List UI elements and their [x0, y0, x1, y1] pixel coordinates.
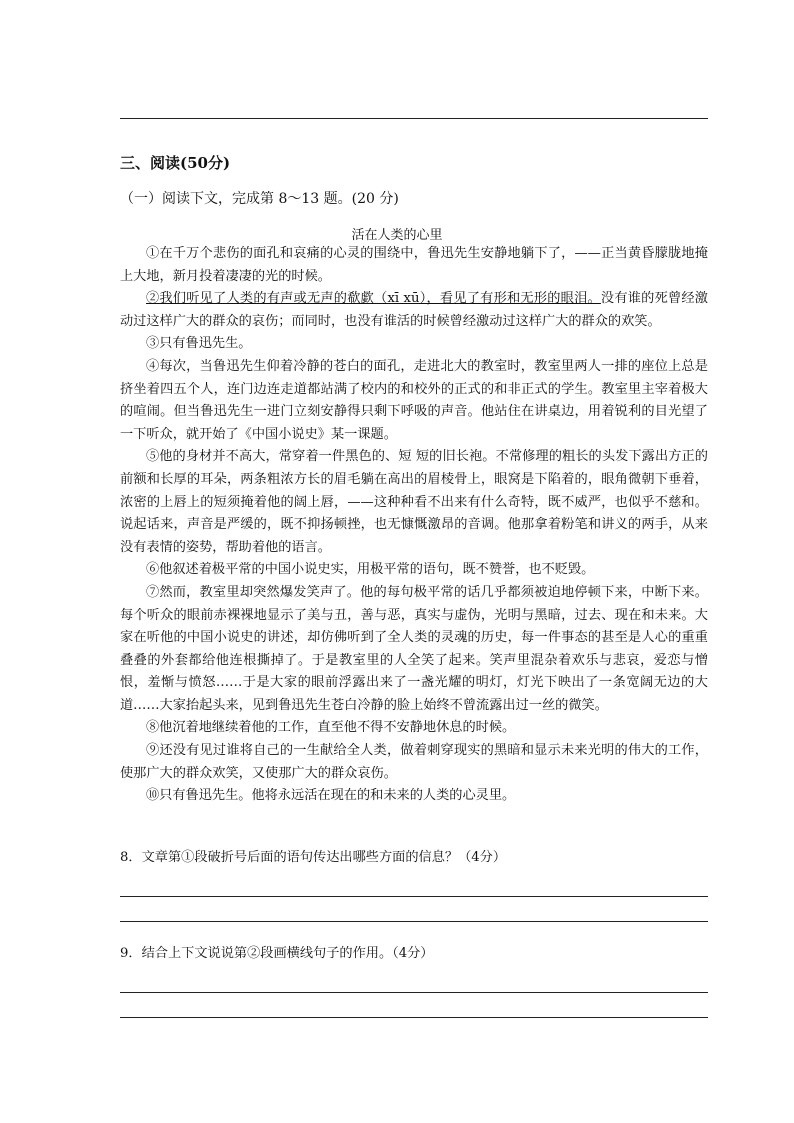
question-9: 9．结合上下文说说第②段画横线句子的作用。（4分） — [120, 946, 434, 961]
answer-line[interactable] — [120, 1017, 708, 1018]
paragraph: ⑧他沉着地继续着他的工作，直至他不得不安静地休息的时候。 — [146, 720, 516, 736]
subsection-instruction: （一）阅读下文，完成第 8～13 题。(20 分) — [120, 191, 399, 207]
paragraph: ⑦然而，教室里却突然爆发笑声了。他的每句极平常的话几乎都须被迫地停顿下来，中断下来。每个听众的眼前赤裸裸地显示了美与丑，善与恶，真实与虚伪，光明与黑暗，过去、现在和未来。大家在听他的中国小说史的讲述，却仿佛听到了全人类的灵魂的历史，每一件事态的甚至是人心的重重叠叠的外套都给他连根撕掉了。于是教室里的人全笑了起来。笑声里混杂着欢乐与悲哀，爱恋与憎恨，羞惭与愤怒……于是大家的眼前浮露出来了一盏光耀的明灯，灯光下映出了一条宽阔无边的大道……大家抬起头来，见到鲁迅先生苍白冷静的脸上始终不曾流露出过一丝的微笑。 — [120, 584, 708, 713]
answer-line[interactable] — [120, 992, 708, 993]
top-rule — [120, 118, 708, 119]
section-heading: 三、阅读(50分) — [120, 154, 231, 172]
answer-line[interactable] — [120, 921, 708, 922]
paragraph: ③只有鲁迅先生。 — [146, 336, 252, 352]
article-title: 活在人类的心里 — [351, 228, 443, 243]
question-8: 8．文章第①段破折号后面的语句传达出哪些方面的信息？（4分） — [120, 850, 507, 865]
paragraph: ②我们听见了人类的有声或无声的欷歔（xī xū），看见了有形和无形的眼泪。没有谁的死曾经激动过这样广大的群众的哀伤；而同时，也没有谁活的时候曾经激动过这样广大的群众的欢笑。 — [120, 291, 708, 329]
paragraph: ⑥他叙述着极平常的中国小说史实，用极平常的语句，既不赞誉，也不贬毁。 — [146, 562, 595, 578]
paragraph: ⑩只有鲁迅先生。他将永远活在现在的和未来的人类的心灵里。 — [146, 788, 516, 804]
paragraph: ①在千万个悲伤的面孔和哀痛的心灵的围绕中，鲁迅先生安静地躺下了，——正当黄昏朦胧地掩上大地，新月投着凄凄的光的时候。 — [120, 246, 708, 284]
answer-line[interactable] — [120, 896, 708, 897]
paragraph: ④每次，当鲁迅先生仰着冷静的苍白的面孔，走进北大的教室时，教室里两人一排的座位上总是挤坐着四五个人，连门边连走道都站满了校内的和校外的正式的和非正式的学生。教室里主宰着极大的喧闹。但当鲁迅先生一进门立刻安静得只剩下呼吸的声音。他站住在讲桌边，用着锐利的目光望了一下听众，就开始了《中国小说史》某一课题。 — [120, 358, 708, 442]
paragraph: ⑤他的身材并不高大，常穿着一件黑色的、短 短的旧长袍。不常修理的粗长的头发下露出方正的前额和长厚的耳朵，两条粗浓方长的眉毛躺在高出的眉棱骨上，眼窝是下陷着的，眼角微朝下垂着，浓密的上唇上的短须掩着他的阔上唇，——这种种看不出来有什么奇特，既不威严，也似乎不慈和。说起话来，声音是严缓的，既不抑扬顿挫，也无慷慨激昂的音调。他那拿着粉笔和讲义的两手，从来没有表情的姿势，帮助着他的语言。 — [120, 449, 708, 555]
paragraph: ⑨还没有见过谁将自己的一生献给全人类，做着刺穿现实的黑暗和显示未来光明的伟大的工作，使那广大的群众欢笑，又使那广大的群众哀伤。 — [120, 743, 708, 781]
article-body — [120, 243, 708, 808]
underlined-sentence: ②我们听见了人类的有声或无声的欷歔（xī xū），看见了有形和无形的眼泪。 — [146, 291, 601, 307]
